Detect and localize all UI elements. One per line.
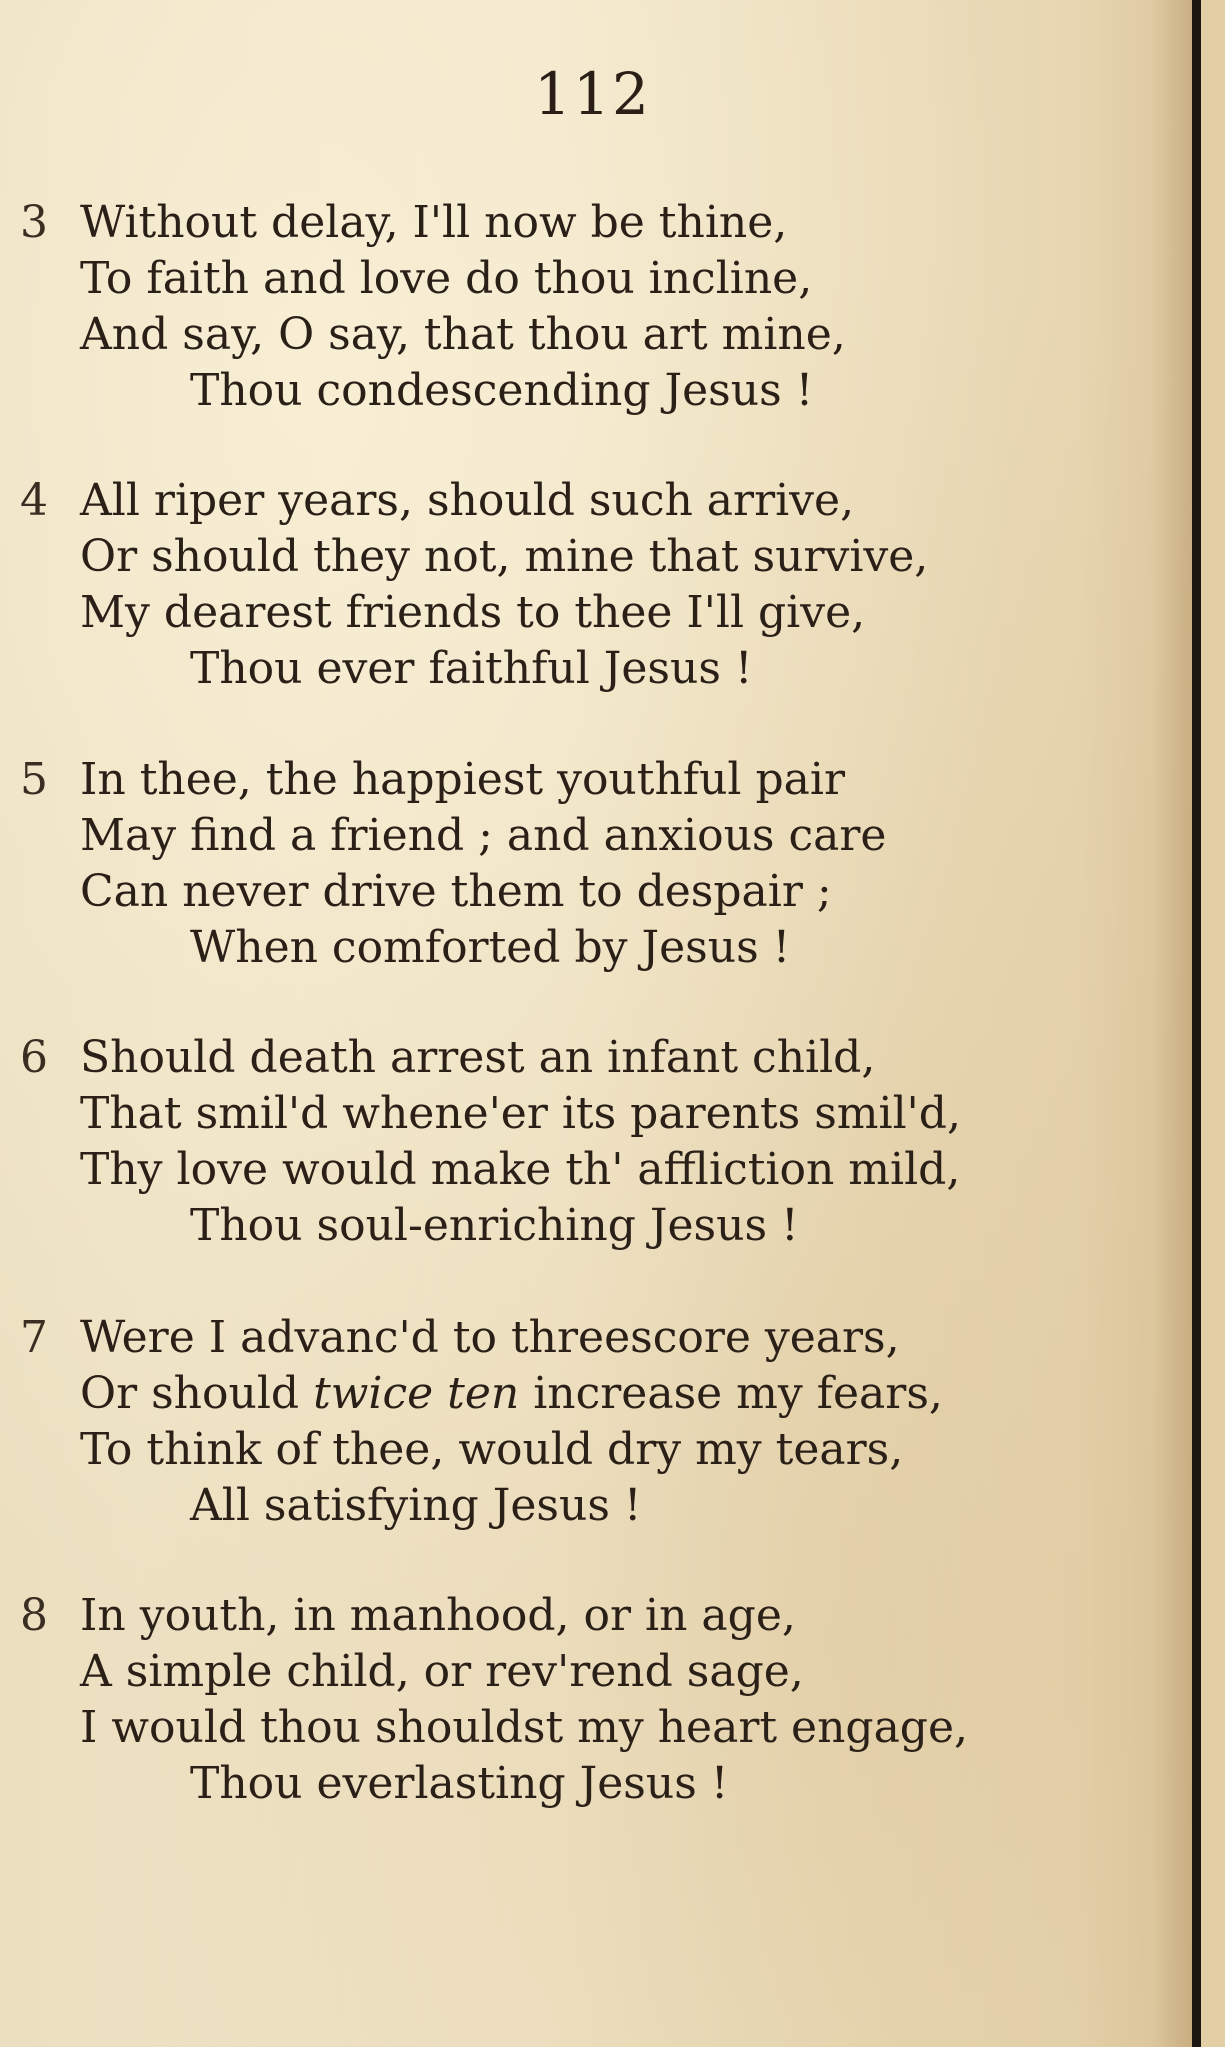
verse-line: That smil'd whene'er its parents smil'd, <box>80 1088 961 1139</box>
verse-line: To faith and love do thou incline, <box>80 253 813 304</box>
refrain-line: Thou soul-enriching Jesus ! <box>190 1200 799 1251</box>
verse-line: All riper years, should such arrive, <box>80 475 855 526</box>
verse-line: Without delay, I'll now be thine, <box>80 197 788 248</box>
verse-line <box>80 1366 943 1422</box>
refrain-line: All satisfying Jesus ! <box>190 1480 642 1531</box>
verse-line: My dearest friends to thee I'll give, <box>80 587 866 638</box>
page-edge-border <box>1192 0 1201 2047</box>
verse-line: To think of thee, would dry my tears, <box>80 1424 904 1475</box>
verse-line: Or should they not, mine that survive, <box>80 531 929 582</box>
stanza-number: 4 <box>20 475 48 526</box>
page-number: 112 <box>534 60 651 128</box>
verse-line: Were I advanc'd to threescore years, <box>80 1312 900 1363</box>
verse-text: increase my fears, <box>519 1368 943 1419</box>
italic-emphasis: twice ten <box>313 1368 520 1419</box>
refrain-line: Thou everlasting Jesus ! <box>190 1758 729 1809</box>
adjacent-page-edge <box>1201 0 1225 2047</box>
verse-line: Should death arrest an infant child, <box>80 1032 876 1083</box>
verse-line: In youth, in manhood, or in age, <box>80 1590 796 1641</box>
verse-line: And say, O say, that thou art mine, <box>80 309 846 360</box>
stanza-number: 3 <box>20 197 48 248</box>
stanza-number: 8 <box>20 1590 48 1641</box>
binding-shadow <box>1152 0 1192 2047</box>
verse-line: I would thou shouldst my heart engage, <box>80 1702 968 1753</box>
verse-line: In thee, the happiest youthful pair <box>80 754 845 805</box>
stanza-number: 6 <box>20 1032 48 1083</box>
refrain-line: Thou ever faithful Jesus ! <box>190 643 753 694</box>
verse-text: Or should <box>80 1368 314 1419</box>
verse-line: Can never drive them to despair ; <box>80 866 832 917</box>
verse-line: Thy love would make th' affliction mild, <box>80 1144 961 1195</box>
refrain-line: When comforted by Jesus ! <box>190 922 791 973</box>
stanza-number: 7 <box>20 1312 48 1363</box>
stanza-number: 5 <box>20 754 48 805</box>
verse-line: A simple child, or rev'rend sage, <box>80 1646 804 1697</box>
refrain-line: Thou condescending Jesus ! <box>190 365 814 416</box>
verse-line: May find a friend ; and anxious care <box>80 810 887 861</box>
